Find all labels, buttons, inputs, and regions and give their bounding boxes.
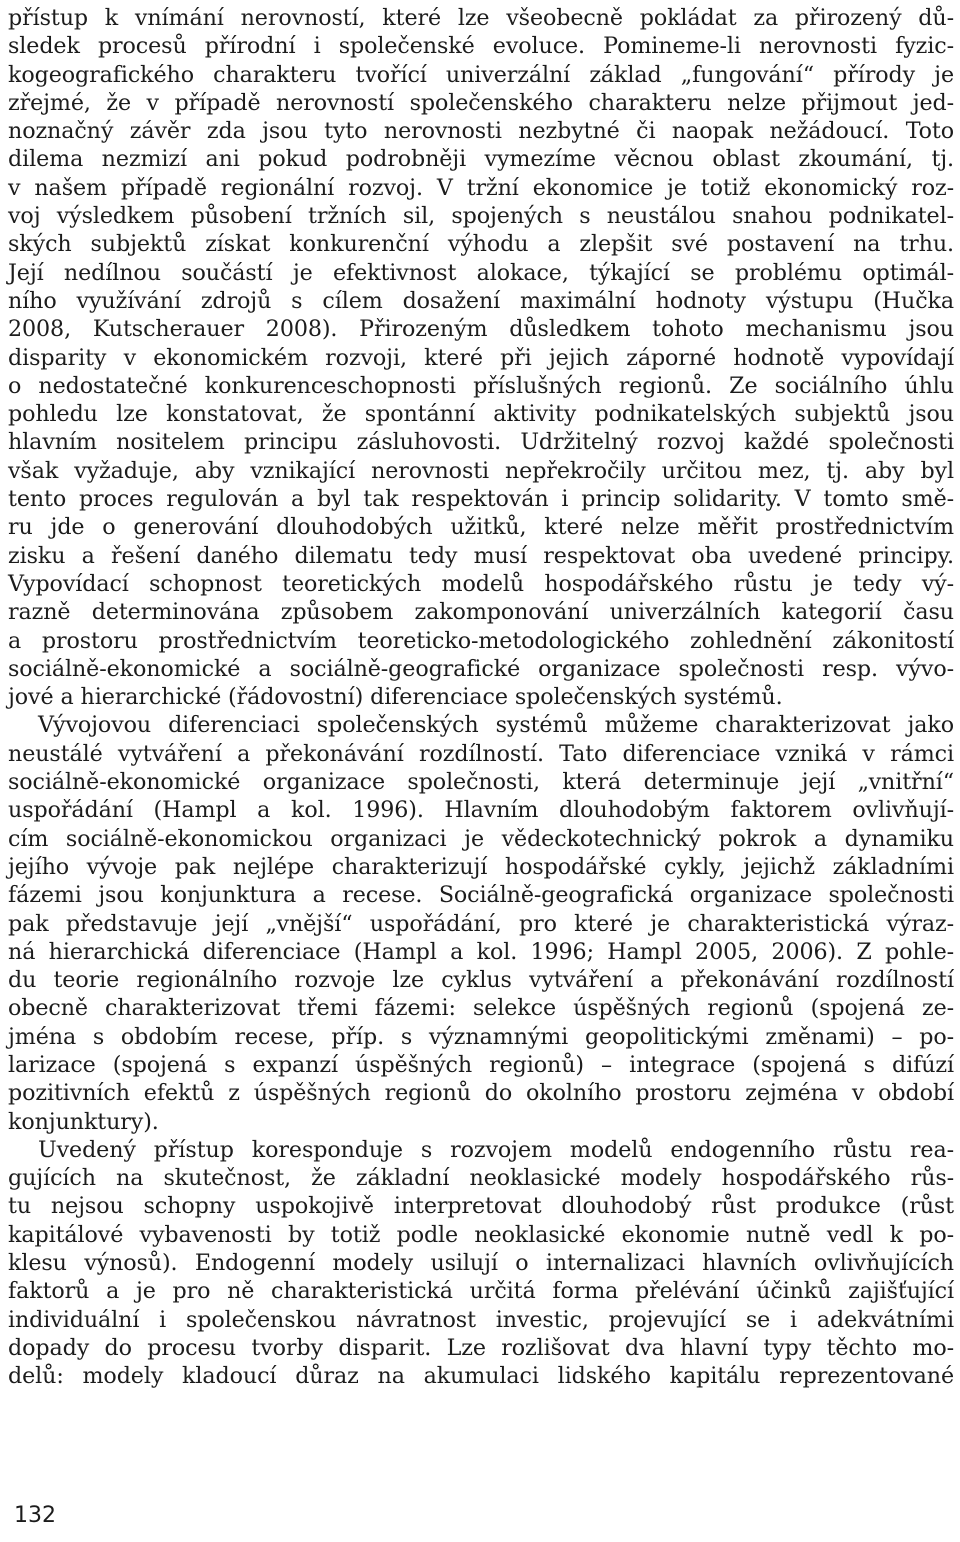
text-line: faktorů a je pro ně charakteristická určitá forma přelévání účinků zajišťující <box>8 1278 954 1305</box>
text-line: přístup k vnímání nerovností, které lze všeobecně pokládat za přirozený dů- <box>8 5 954 31</box>
text-line: kapitálové vybavenosti by totiž podle neoklasické ekonomie nutně vedl k po- <box>8 1221 954 1248</box>
text-line: gujících na skutečnost, že základní neoklasické modely hospodářského růs- <box>8 1165 954 1192</box>
text-line: sociálně-ekonomické a sociálně-geografické organizace společnosti resp. vývo- <box>8 655 954 682</box>
text-line: ná hierarchická diferenciace (Hampl a kol. 1996; Hampl 2005, 2006). Z pohle- <box>8 938 954 965</box>
body-text <box>8 4 954 1391</box>
text-line: delů: modely kladoucí důraz na akumulaci lidského kapitálu reprezentované <box>8 1363 954 1390</box>
text-line: dilema nezmizí ani pokud podrobněji vymezíme věcnou oblast zkoumání, tj. <box>8 146 954 173</box>
text-line: ru jde o generování dlouhodobých užitků, které nelze měřit prostřednictvím <box>8 514 954 541</box>
text-line: klesu výnosů). Endogenní modely usilují o internalizaci hlavních ovlivňujících <box>8 1250 954 1277</box>
text-line: noznačný závěr zda jsou tyto nerovnosti nezbytné či naopak nežádoucí. Toto <box>8 118 954 145</box>
text-line: disparity v ekonomickém rozvoji, které při jejich záporné hodnotě vypovídají <box>8 344 954 371</box>
text-line: konjunktury). <box>8 1108 159 1135</box>
text-line: pak představuje její „vnější“ uspořádání, pro které je charakteristická výraz- <box>8 910 954 937</box>
text-line: jejího vývoje pak nejlépe charakterizují hospodářské cykly, jejichž základními <box>8 853 954 880</box>
text-line: neustálé vytváření a překonávání rozdílností. Tato diferenciace vzniká v rámci <box>8 740 954 767</box>
text-line: ního využívání zdrojů s cílem dosažení maximální hodnoty výstupu (Hučka <box>8 287 954 314</box>
page-number: 132 <box>14 1503 56 1528</box>
text-line: pohledu lze konstatovat, že spontánní aktivity podnikatelských subjektů jsou <box>8 401 954 428</box>
text-line: razně determinována způsobem zakomponování univerzálních kategorií času <box>8 599 954 626</box>
text-line: cím sociálně-ekonomickou organizaci je vědeckotechnický pokrok a dynamiku <box>8 825 954 852</box>
text-line: v našem případě regionální rozvoj. V tržní ekonomice je totiž ekonomický roz- <box>8 174 954 201</box>
text-line: fázemi jsou konjunktura a recese. Sociálně-geografická organizace společnosti <box>8 882 954 909</box>
text-line: zisku a řešení daného dilematu tedy musí respektovat oba uvedené principy. <box>8 542 954 569</box>
text-line: jména s obdobím recese, příp. s významnými geopolitickými změnami) – po- <box>8 1023 954 1050</box>
text-line: hlavním nositelem principu zásluhovosti. Udržitelný rozvoj každé společnosti <box>8 429 954 456</box>
text-line: zřejmé, že v případě nerovností společenského charakteru nelze přijmout jed- <box>8 89 954 116</box>
text-line: Její nedílnou součástí je efektivnost alokace, týkající se problému optimál- <box>8 259 954 286</box>
text-line: Uvedený přístup koresponduje s rozvojem modelů endogenního růstu rea- <box>38 1136 954 1163</box>
text-line: du teorie regionálního rozvoje lze cyklus vytváření a překonávání rozdílností <box>8 967 954 994</box>
text-line: sledek procesů přírodní i společenské evoluce. Pomineme-li nerovnosti fyzic- <box>8 33 954 60</box>
text-line: o nedostatečné konkurenceschopnosti příslušných regionů. Ze sociálního úhlu <box>8 372 954 399</box>
text-line: tento proces regulován a byl tak respektován i princip solidarity. V tomto smě- <box>8 486 954 513</box>
text-line: jové a hierarchické (řádovostní) diferenciace společenských systémů. <box>8 684 783 711</box>
text-line: individuální i společenskou návratnost investic, projevující se i adekvátními <box>8 1306 954 1333</box>
text-line: pozitivních efektů z úspěšných regionů do okolního prostoru zejména v období <box>8 1080 954 1107</box>
text-line: larizace (spojená s expanzí úspěšných regionů) – integrace (spojená s difúzí <box>8 1051 954 1078</box>
text-line: Vývojovou diferenciaci společenských systémů můžeme charakterizovat jako <box>38 712 954 739</box>
text-line: kogeografického charakteru tvořící univerzální základ „fungování“ přírody je <box>8 61 954 88</box>
text-line: sociálně-ekonomické organizace společnosti, která determinuje její „vnitřní“ <box>8 769 954 796</box>
text-line: však vyžaduje, aby vznikající nerovnosti nepřekročily určitou mez, tj. aby byl <box>8 457 954 484</box>
text-line: uspořádání (Hampl a kol. 1996). Hlavním dlouhodobým faktorem ovlivňují- <box>8 797 954 824</box>
document-page <box>8 0 954 1542</box>
text-line: Vypovídací schopnost teoretických modelů hospodářského růstu je tedy vý- <box>8 570 954 597</box>
text-line: ských subjektů získat konkurenční výhodu a zlepšit své postavení na trhu. <box>8 231 954 258</box>
text-line: voj výsledkem působení tržních sil, spojených s neustálou snahou podnikatel- <box>8 203 954 230</box>
text-line: 2008, Kutscherauer 2008). Přirozeným důsledkem tohoto mechanismu jsou <box>8 316 954 343</box>
text-line: obecně charakterizovat třemi fázemi: selekce úspěšných regionů (spojená ze- <box>8 995 954 1022</box>
text-line: tu nejsou schopny uspokojivě interpretovat dlouhodobý růst produkce (růst <box>8 1193 954 1220</box>
text-line: a prostoru prostřednictvím teoreticko-metodologického zohlednění zákonitostí <box>8 627 954 654</box>
text-line: dopady do procesu tvorby disparit. Lze rozlišovat dva hlavní typy těchto mo- <box>8 1334 954 1361</box>
